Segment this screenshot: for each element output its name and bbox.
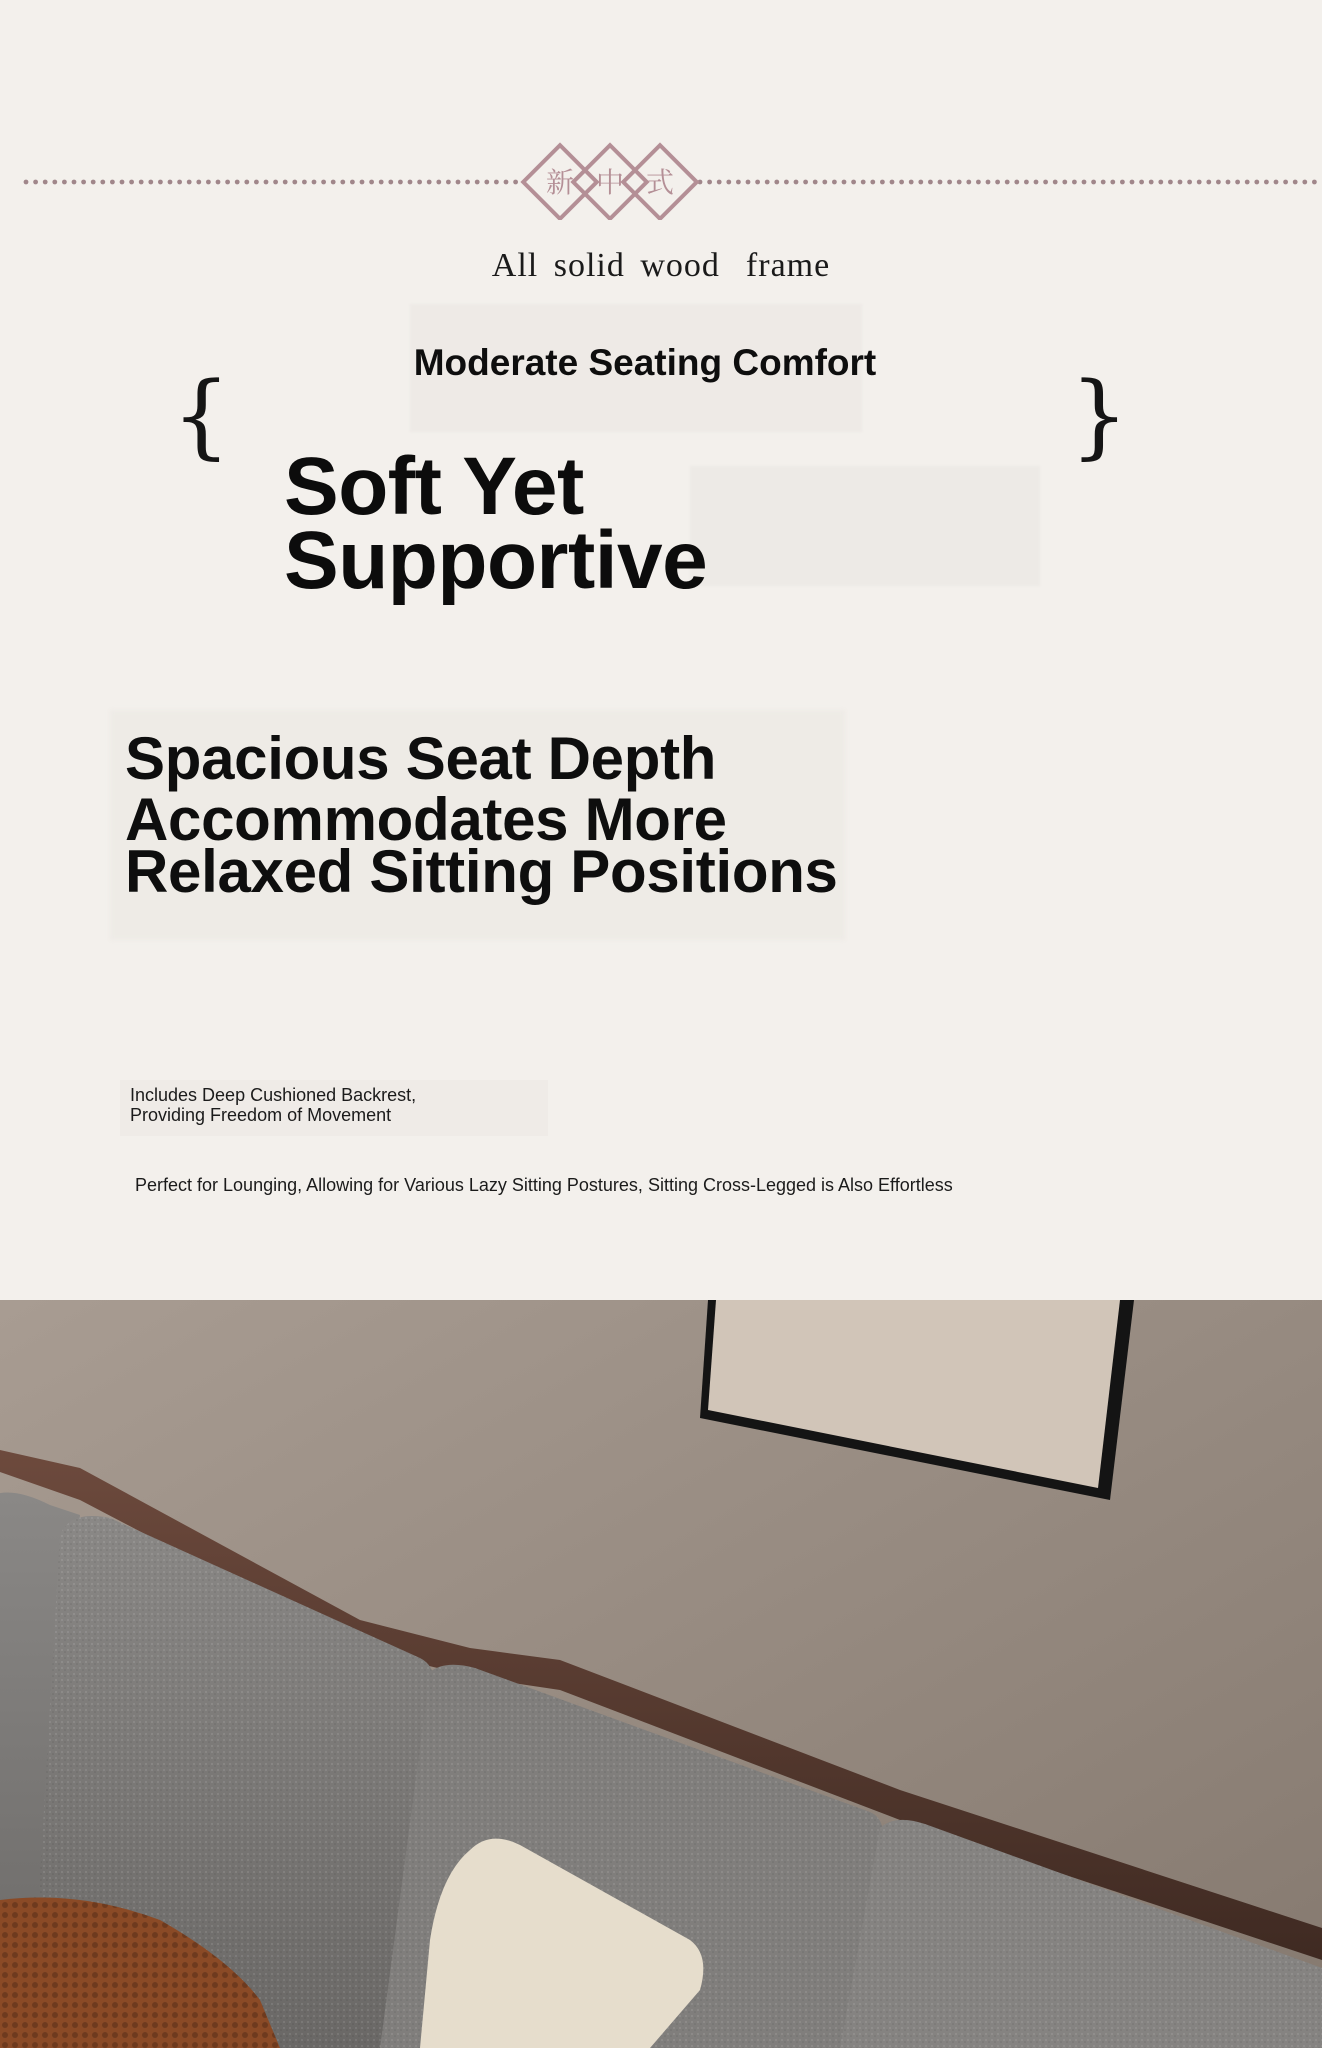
divider-dot [81,180,86,185]
divider-dot [43,180,48,185]
divider-dot [408,180,413,185]
divider-dot [465,180,470,185]
heading-backdrop-secondary [690,466,1040,586]
divider-dot [52,180,57,185]
divider-dot [388,180,393,185]
divider-dot [1178,180,1183,185]
divider-dot [765,180,770,185]
divider-dot [484,180,489,185]
divider-dot [494,180,499,185]
divider-dot [947,180,952,185]
divider-dot [254,180,259,185]
divider-dot [369,180,374,185]
divider-dot [1158,180,1163,185]
divider-dot [928,180,933,185]
divider-dot [33,180,38,185]
divider-dot [292,180,297,185]
divider-dots-left [24,180,518,185]
divider-dot [851,180,856,185]
divider-dot [456,180,461,185]
divider-dot [1130,180,1135,185]
divider-dot [832,180,837,185]
divider-dot [842,180,847,185]
divider-dot [822,180,827,185]
divider-dot [774,180,779,185]
divider-dot [986,180,991,185]
seat-depth-heading [125,725,838,905]
divider-dot [784,180,789,185]
divider-dot [91,180,96,185]
divider-dot [1062,180,1067,185]
divider-dot [976,180,981,185]
divider-dot [244,180,249,185]
divider-dot [187,180,192,185]
divider-dot [794,180,799,185]
divider-dot [880,180,885,185]
divider-dot [1216,180,1221,185]
backrest-note-line-1: Includes Deep Cushioned Backrest, [130,1085,417,1105]
divider-dot [110,180,115,185]
divider-dot [72,180,77,185]
divider-dot [861,180,866,185]
divider-dot [707,180,712,185]
divider-dot [436,180,441,185]
divider-dot [1197,180,1202,185]
divider-dot [736,180,741,185]
divider-dot [717,180,722,185]
divider-dot [1110,180,1115,185]
ornament-char-3: 式 [645,166,675,199]
main-title-line-1: Soft Yet [284,441,584,532]
divider-dot [870,180,875,185]
divider-dot [909,180,914,185]
left-brace-icon: { [172,362,231,469]
divider-dot [1293,180,1298,185]
divider-dot [1043,180,1048,185]
divider-dot [302,180,307,185]
divider-dot [100,180,105,185]
divider-dot [379,180,384,185]
main-title [284,441,708,606]
divider-dot [813,180,818,185]
divider-dot [995,180,1000,185]
divider-dot [24,180,29,185]
divider-dot [273,180,278,185]
divider-dot [1235,180,1240,185]
right-brace-icon: } [1070,362,1129,469]
divider-dot [899,180,904,185]
divider-dot [120,180,125,185]
divider-dot [1245,180,1250,185]
backrest-note-line-2: Providing Freedom of Movement [130,1105,392,1125]
diamond-emblem-icon [523,145,697,219]
divider-dot [398,180,403,185]
divider-dot [475,180,480,185]
divider-dot [1264,180,1269,185]
divider-dot [1274,180,1279,185]
divider-dot [1005,180,1010,185]
seat-heading-line-2: Accommodates More [125,786,727,853]
seat-heading-line-3: Relaxed Sitting Positions [125,838,838,905]
divider-dot [340,180,345,185]
divider-dot [803,180,808,185]
divider-dot [168,180,173,185]
divider-dot [1187,180,1192,185]
divider-dot [331,180,336,185]
divider-dot [1168,180,1173,185]
lounging-description: Perfect for Lounging, Allowing for Various Lazy Sitting Postures, Sitting Cross-Legged is Also Effortless [135,1175,953,1195]
divider-dot [1091,180,1096,185]
material-text-2: frame [745,247,831,284]
material-heading [0,247,1322,285]
divider-dot [350,180,355,185]
backrest-note [130,1085,416,1125]
divider-dot [264,180,269,185]
divider-dot [746,180,751,185]
divider-dot [148,180,153,185]
divider-dot [360,180,365,185]
comfort-label: Moderate Seating Comfort [413,342,877,383]
divider-dot [513,180,518,185]
sofa-product-photo [0,1300,1322,2048]
divider-dot [1206,180,1211,185]
divider-dot [1302,180,1307,185]
ornament-char-2: 中 [595,166,625,199]
divider-dot [890,180,895,185]
divider-dot [1254,180,1259,185]
divider-dot [206,180,211,185]
divider-dot [1034,180,1039,185]
divider-dot [1082,180,1087,185]
ornament-char-1: 新 [545,166,575,199]
divider-dot [966,180,971,185]
divider-dot [216,180,221,185]
divider-dot [957,180,962,185]
divider-dot [129,180,134,185]
divider-dot [177,180,182,185]
divider-dot [196,180,201,185]
main-title-line-2: Supportive [284,515,708,606]
divider-dot [62,180,67,185]
divider-dot [504,180,509,185]
divider-dot [1072,180,1077,185]
divider-dot [417,180,422,185]
divider-dot [139,180,144,185]
seat-heading-line-1: Spacious Seat Depth [125,725,717,792]
divider-dot [1312,180,1317,185]
divider-dot [1053,180,1058,185]
divider-dot [1101,180,1106,185]
divider-dot [1283,180,1288,185]
divider-dot [312,180,317,185]
divider-dot [938,180,943,185]
decorative-dotted-divider [0,140,1322,220]
divider-dots-right [698,180,1317,185]
divider-dot [225,180,230,185]
divider-dot [235,180,240,185]
divider-dot [1139,180,1144,185]
divider-dot [1014,180,1019,185]
divider-dot [158,180,163,185]
divider-dot [1120,180,1125,185]
divider-dot [427,180,432,185]
divider-dot [1149,180,1154,185]
divider-dot [918,180,923,185]
divider-dot [1024,180,1029,185]
divider-dot [446,180,451,185]
divider-dot [726,180,731,185]
divider-dot [755,180,760,185]
divider-dot [321,180,326,185]
material-text-1: All solid wood [491,247,720,284]
divider-dot [1226,180,1231,185]
divider-dot [283,180,288,185]
